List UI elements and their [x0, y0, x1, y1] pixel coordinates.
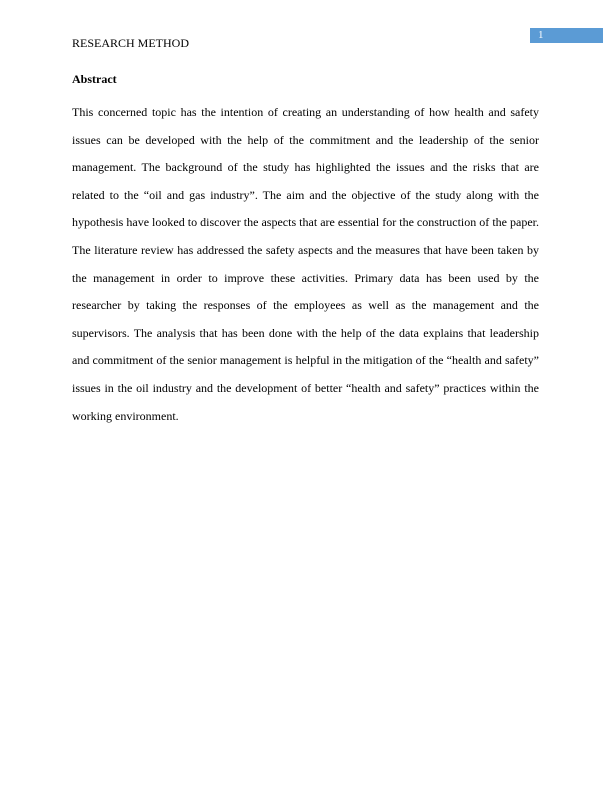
- running-head: RESEARCH METHOD: [72, 36, 190, 50]
- page-number-badge: 1: [530, 28, 603, 43]
- abstract-paragraph: This concerned topic has the intention of creating an understanding of how health and safety issues can be developed with the help of the commitment and the leadership of the senior management. The background of the study has highlighted the issues and the risks that are related to the “oil and gas industry”. The aim and the objective of the study along with the hypothesis have looked to discover the aspects that are essential for the construction of the paper. The literature review has addressed the safety aspects and the measures that have been taken by the management in order to improve these activities. Primary data has been used by the researcher by taking the responses of the employees as well as the management and the supervisors. The analysis that has been done with the help of the data explains that leadership and commitment of the senior management is helpful in the mitigation of the “health and safety” issues in the oil industry and the development of better “health and safety” practices within the working environment.: [72, 105, 539, 423]
- abstract-heading: Abstract: [72, 72, 117, 86]
